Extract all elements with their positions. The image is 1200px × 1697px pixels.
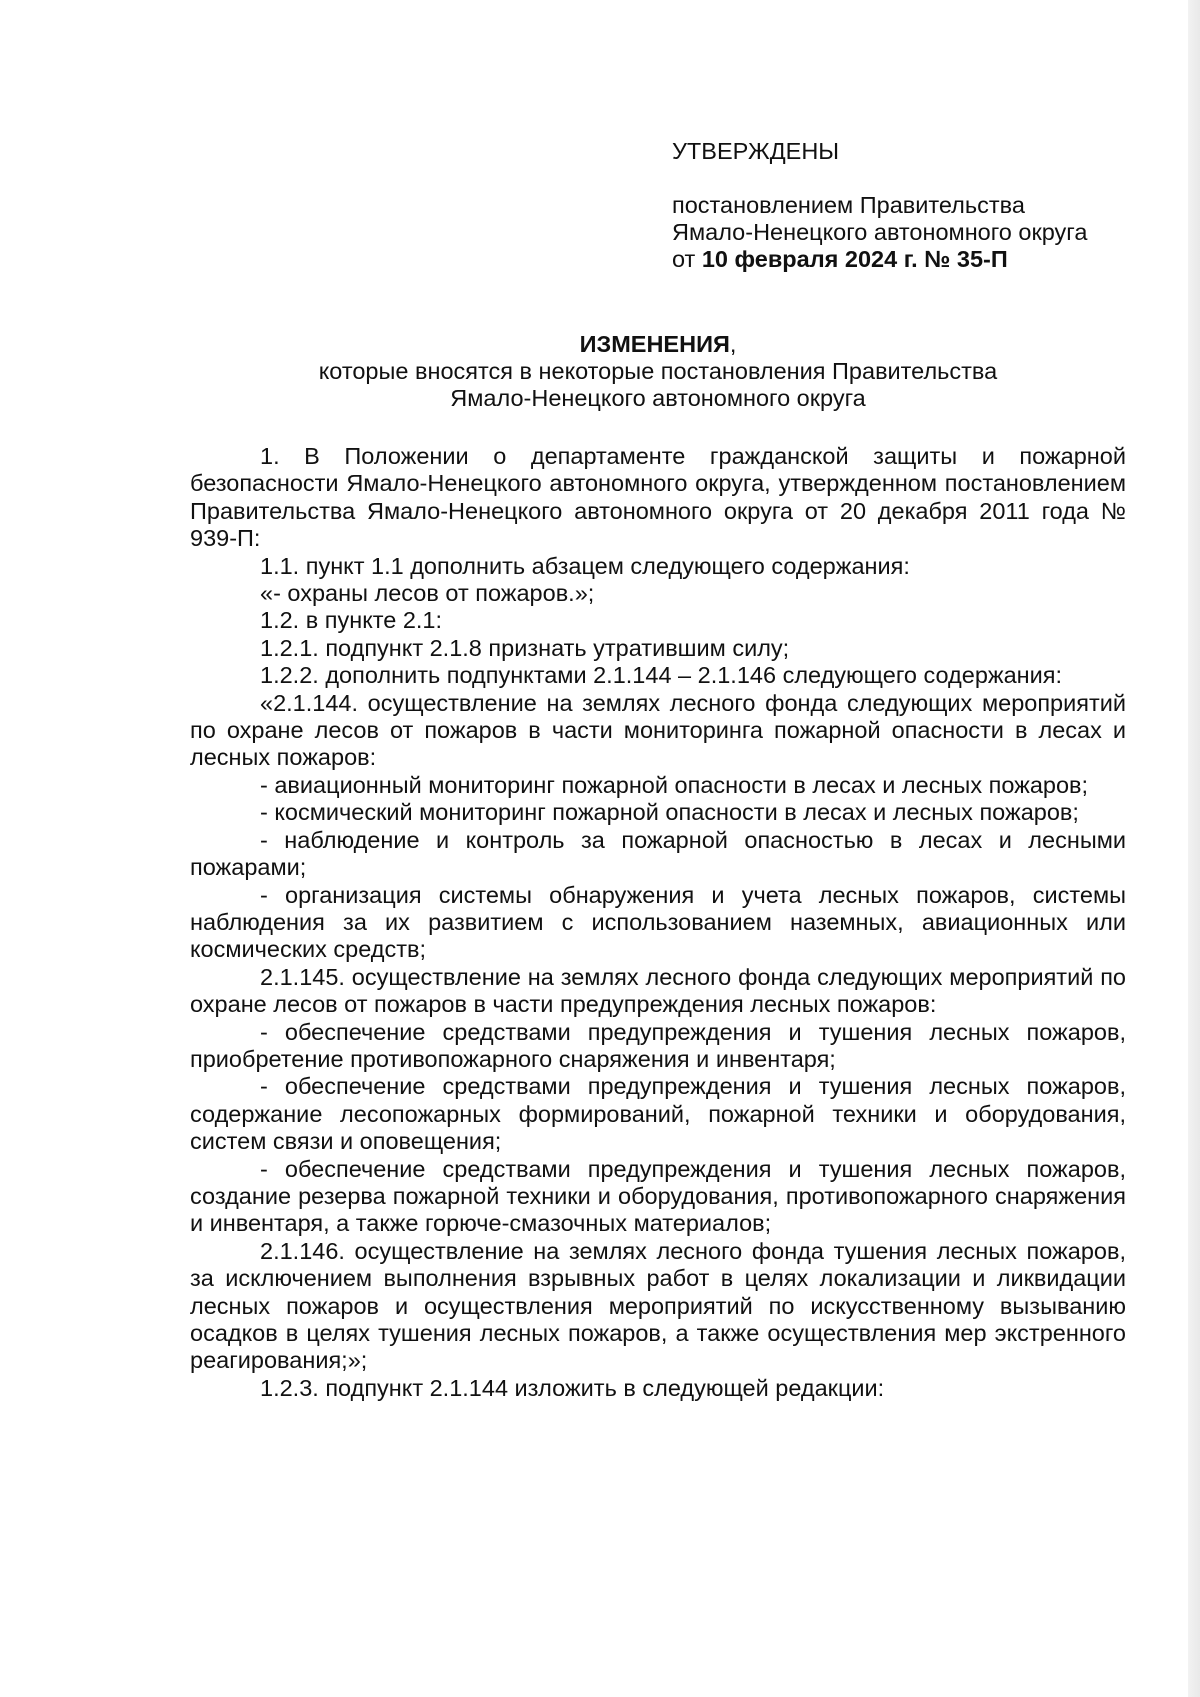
approval-stamp: УТВЕРЖДЕНЫ (672, 138, 840, 164)
document-title-line (190, 331, 1126, 358)
document-title: ИЗМЕНЕНИЯ (579, 331, 730, 357)
document-title-suffix: , (729, 331, 737, 357)
paragraph-item-1-1: 1.1. пункт 1.1 дополнить абзацем следующего содержания: (260, 552, 910, 579)
document-body (190, 443, 1126, 1402)
paragraph-item-1-2-2: 1.2.2. дополнить подпунктами 2.1.144 – 2.1.146 следующего содержания: (260, 662, 1063, 689)
paragraph-subitem-2-1-146: 2.1.146. осуществление на землях лесного фонда тушения лесных пожаров, за исключением выполнения взрывных работ в целях локализации и ликвидации лесных пожаров и осуществления мероприятий по искусственному вызыванию осадков в целях тушения лесных пожаров, а также осуществления мер экстренного реагирования;»; (190, 1237, 1126, 1374)
list-item-equipment-purchase: - обеспечение средствами предупреждения и тушения лесных пожаров, приобретение противопожарного снаряжения и инвентаря; (190, 1018, 1126, 1072)
approval-block (672, 138, 1152, 273)
scan-page-edge (1188, 0, 1200, 1697)
document-heading (190, 331, 1126, 412)
paragraph-item-1-2-3: 1.2.3. подпункт 2.1.144 изложить в следующей редакции: (260, 1374, 885, 1401)
list-item-reserve-creation: - обеспечение средствами предупреждения и тушения лесных пожаров, создание резерва пожарной техники и оборудования, противопожарного снаряжения и инвентаря, а также горюче-смазочных материалов; (190, 1155, 1126, 1237)
document-subtitle-line-1: которые вносятся в некоторые постановления Правительства (318, 358, 998, 384)
list-item-formations-maintenance: - обеспечение средствами предупреждения и тушения лесных пожаров, содержание лесопожарных формирований, пожарной техники и оборудования, систем связи и оповещения; (190, 1073, 1126, 1155)
approval-line-1: постановлением Правительства (672, 192, 1025, 218)
approval-date-line (672, 246, 1152, 273)
paragraph-quote-forest-protection: «- охраны лесов от пожаров.»; (260, 580, 595, 607)
approval-date-prefix: от (672, 246, 702, 272)
list-item-detection-system: - организация системы обнаружения и учета лесных пожаров, системы наблюдения за их развитием с использованием наземных, авиационных или космических средств; (190, 881, 1126, 963)
approval-date-number: 10 февраля 2024 г. № 35-П (701, 246, 1008, 272)
paragraph-subitem-2-1-145: 2.1.145. осуществление на землях лесного фонда следующих мероприятий по охране лесов от пожаров в части предупреждения лесных пожаров: (190, 963, 1126, 1018)
paragraph-item-1-2-1: 1.2.1. подпункт 2.1.8 признать утратившим силу; (260, 634, 790, 661)
paragraph-item-1-2: 1.2. в пункте 2.1: (260, 607, 443, 634)
paragraph-subitem-2-1-144: «2.1.144. осуществление на землях лесного фонда следующих мероприятий по охране лесов от пожаров в части мониторинга пожарной опасности в лесах и лесных пожаров: (190, 689, 1126, 771)
list-item-observation-control: - наблюдение и контроль за пожарной опасностью в лесах и лесными пожарами; (190, 826, 1126, 881)
list-item-aviation-monitoring: - авиационный мониторинг пожарной опасности в лесах и лесных пожаров; (260, 771, 1089, 798)
list-item-space-monitoring: - космический мониторинг пожарной опасности в лесах и лесных пожаров; (260, 799, 1079, 826)
document-subtitle-line-2: Ямало-Ненецкого автономного округа (450, 385, 866, 411)
approval-line-2: Ямало-Ненецкого автономного округа (672, 219, 1088, 245)
paragraph-item-1: 1. В Положении о департаменте гражданской защиты и пожарной безопасности Ямало-Ненецкого автономного округа, утвержденном постановлением Правительства Ямало-Ненецкого автономного округа от 20 декабря 2011 года № 939-П: (190, 443, 1126, 552)
